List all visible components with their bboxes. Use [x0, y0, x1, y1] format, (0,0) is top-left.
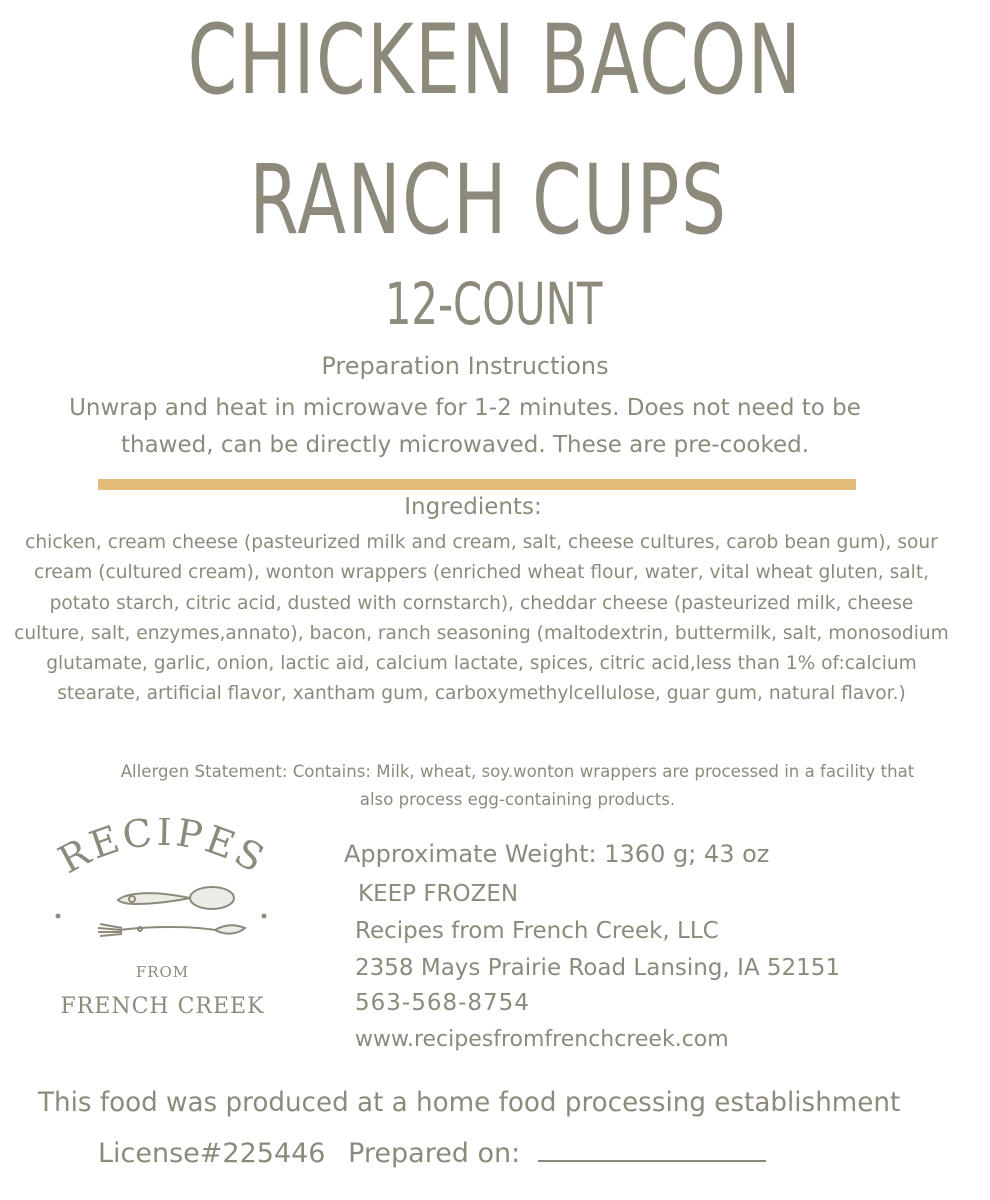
preparation-text: Unwrap and heat in microwave for 1-2 minutes. Does not need to be thawed, can be directly microwaved. These are pre-cooked. [69, 395, 861, 458]
logo-word-french-creek: FRENCH CREEK [60, 994, 265, 1019]
company-website: www.recipesfromfrenchcreek.com [355, 1027, 729, 1052]
brand-logo [40, 818, 285, 1028]
section-divider [98, 479, 856, 490]
ingredients-heading: Ingredients: [404, 494, 542, 520]
company-name: Recipes from French Creek, LLC [355, 918, 719, 944]
logo-word-recipes [51, 818, 274, 882]
home-processing-statement: This food was produced at a home food processing establishment [38, 1087, 901, 1118]
prepared-on-label: Prepared on: [348, 1138, 521, 1169]
logo-dot-right [262, 914, 267, 919]
logo-word-from: FROM [135, 963, 190, 981]
fork-and-spoon-icon [98, 887, 245, 936]
license-number: License#225446 [98, 1138, 326, 1169]
preparation-heading: Preparation Instructions [321, 352, 609, 380]
product-title-line-1: CHICKEN BACON [187, 4, 803, 116]
company-phone: 563-568-8754 [355, 990, 530, 1016]
prepared-on-blank [538, 1160, 766, 1162]
license-row [98, 1138, 780, 1169]
approximate-weight: Approximate Weight: 1360 g; 43 oz [344, 840, 770, 868]
product-title-line-2: RANCH CUPS [249, 144, 728, 256]
logo-word-recipes-path: RECIPES [51, 818, 274, 883]
product-count: 12-COUNT [384, 270, 603, 338]
logo-dot-left [56, 914, 61, 919]
storage-instruction: KEEP FROZEN [358, 881, 519, 907]
ingredients-text: chicken, cream cheese (pasteurized milk and cream, salt, cheese cultures, carob bean gum), sour cream (cultured cream), wonton wrappers (enriched wheat flour, water, vital wheat gluten, salt, potato starch, citric acid, dusted with cornstarch), cheddar cheese (pasteurized milk, cheese culture, salt, enzymes,annato), bacon, ranch seasoning (maltodextrin, buttermilk, salt, monosodium glutamate, garlic, onion, lactic aid, calcium lactate, spices, citric acid,less than 1% of:calcium stearate, artificial flavor, xantham gum, carboxymethylcellulose, guar gum, natural flavor.) [14, 532, 949, 705]
logo-emblem [40, 818, 285, 958]
company-address: 2358 Mays Prairie Road Lansing, IA 52151 [355, 955, 841, 981]
allergen-statement: Allergen Statement: Contains: Milk, wheat, soy.wonton wrappers are processed in a facility that also process egg-containing products. [120, 762, 915, 809]
